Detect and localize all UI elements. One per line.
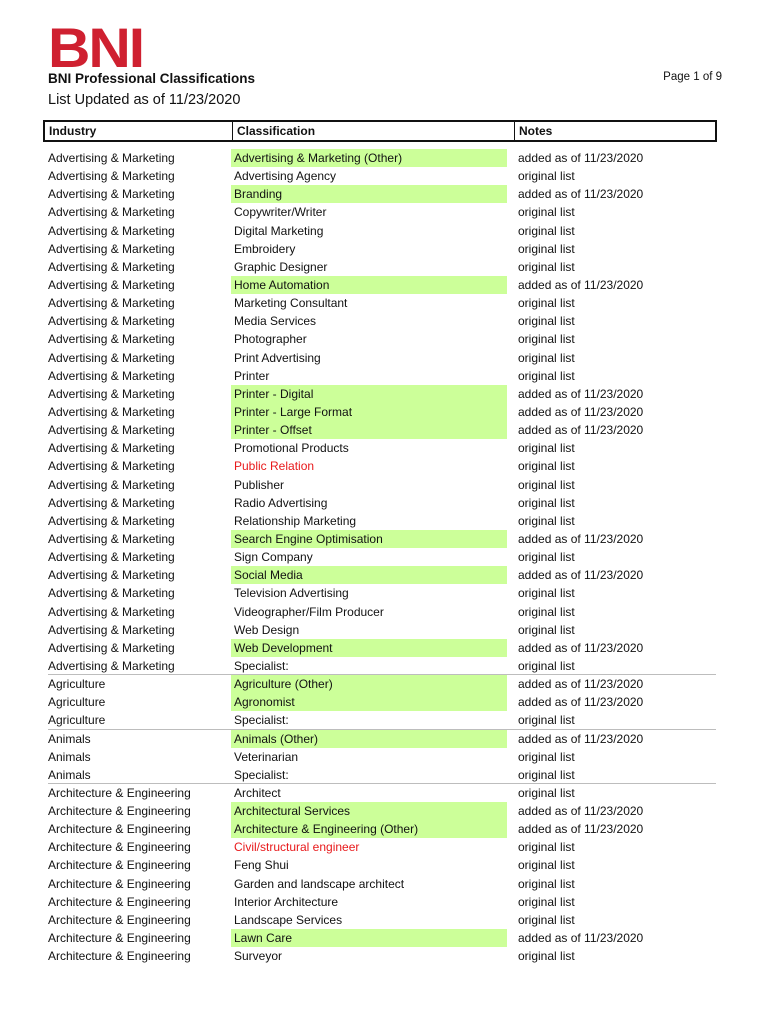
industry-cell: Advertising & Marketing <box>48 368 175 383</box>
industry-cell: Architecture & Engineering <box>48 949 191 964</box>
classification-cell: Social Media <box>231 566 507 584</box>
classification-cell: Architectural Services <box>231 802 507 820</box>
document-subtitle: List Updated as of 11/23/2020 <box>48 92 241 108</box>
table-row <box>48 711 716 729</box>
classification-cell: Lawn Care <box>231 929 507 947</box>
table-row <box>48 476 716 494</box>
notes-cell: added as of 11/23/2020 <box>518 640 644 655</box>
table-row <box>48 911 716 929</box>
notes-cell: original list <box>518 785 575 800</box>
classification-cell: Sign Company <box>234 550 313 565</box>
notes-cell: added as of 11/23/2020 <box>518 931 644 946</box>
table-row <box>48 240 716 258</box>
table-row <box>48 584 716 602</box>
notes-cell: added as of 11/23/2020 <box>518 187 644 202</box>
notes-cell: original list <box>518 622 575 637</box>
notes-cell: original list <box>518 169 575 184</box>
table-row <box>48 875 716 893</box>
classification-cell: Veterinarian <box>234 749 299 764</box>
notes-cell: original list <box>518 441 575 456</box>
industry-cell: Advertising & Marketing <box>48 477 175 492</box>
notes-cell: added as of 11/23/2020 <box>518 568 644 583</box>
industry-cell: Agriculture <box>48 695 106 710</box>
bni-logo: BNI <box>48 16 143 79</box>
industry-cell: Advertising & Marketing <box>48 640 175 655</box>
industry-cell: Advertising & Marketing <box>48 495 175 510</box>
industry-cell: Advertising & Marketing <box>48 223 175 238</box>
classification-cell: Architecture & Engineering (Other) <box>231 820 507 838</box>
notes-cell: original list <box>518 876 575 891</box>
industry-cell: Advertising & Marketing <box>48 350 175 365</box>
notes-cell: added as of 11/23/2020 <box>518 151 644 165</box>
classification-cell: Photographer <box>234 332 307 347</box>
notes-cell: original list <box>518 767 575 782</box>
table-row <box>48 947 716 965</box>
industry-cell: Advertising & Marketing <box>48 332 175 347</box>
industry-cell: Agriculture <box>48 713 106 728</box>
classification-cell: Relationship Marketing <box>234 513 357 528</box>
classification-cell: Landscape Services <box>234 912 343 927</box>
industry-cell: Advertising & Marketing <box>48 550 175 565</box>
table-row <box>48 748 716 766</box>
notes-cell: original list <box>518 332 575 347</box>
classification-cell: Printer - Digital <box>231 385 507 403</box>
table-row <box>48 856 716 874</box>
table-row <box>48 349 716 367</box>
industry-cell: Advertising & Marketing <box>48 568 175 583</box>
table-row <box>48 893 716 911</box>
classification-cell: Advertising & Marketing (Other) <box>231 149 507 167</box>
classification-cell: Architect <box>234 785 281 800</box>
table-row <box>48 766 716 784</box>
table-row <box>48 783 716 802</box>
notes-cell: added as of 11/23/2020 <box>518 822 644 837</box>
industry-cell: Advertising & Marketing <box>48 441 175 456</box>
industry-cell: Architecture & Engineering <box>48 785 191 800</box>
table-row <box>48 621 716 639</box>
industry-cell: Animals <box>48 749 91 764</box>
industry-cell: Advertising & Marketing <box>48 151 175 165</box>
table-row <box>48 439 716 457</box>
classification-cell: Interior Architecture <box>234 894 339 909</box>
notes-cell: original list <box>518 586 575 601</box>
notes-cell: added as of 11/23/2020 <box>518 386 644 401</box>
classification-cell: Feng Shui <box>234 858 289 873</box>
table-row <box>48 548 716 566</box>
industry-cell: Architecture & Engineering <box>48 822 191 837</box>
notes-cell: original list <box>518 223 575 238</box>
document-title: BNI Professional Classifications <box>48 71 256 86</box>
notes-cell: original list <box>518 477 575 492</box>
industry-cell: Advertising & Marketing <box>48 404 175 419</box>
classification-cell: Agronomist <box>231 693 507 711</box>
industry-cell: Animals <box>48 731 91 746</box>
header-classification: Classification <box>232 122 514 140</box>
notes-cell: original list <box>518 713 575 728</box>
classification-cell: Civil/structural engineer <box>234 840 360 855</box>
notes-cell: original list <box>518 858 575 873</box>
table-row <box>48 367 716 385</box>
notes-cell: original list <box>518 550 575 565</box>
table-row <box>48 566 716 584</box>
notes-cell: original list <box>518 604 575 619</box>
table-row <box>48 149 716 167</box>
notes-cell: original list <box>518 495 575 510</box>
table-row <box>48 185 716 203</box>
classification-cell: Printer <box>234 368 270 383</box>
notes-cell: original list <box>518 949 575 964</box>
classification-cell: Printer - Large Format <box>231 403 507 421</box>
classification-cell: Garden and landscape architect <box>234 876 405 891</box>
classification-cell: Marketing Consultant <box>234 296 348 311</box>
classification-cell: Branding <box>231 185 507 203</box>
table-row <box>48 312 716 330</box>
classification-cell: Specialist: <box>234 658 289 673</box>
notes-cell: original list <box>518 459 575 474</box>
notes-cell: original list <box>518 259 575 274</box>
table-row <box>48 258 716 276</box>
table-row <box>48 222 716 240</box>
notes-cell: added as of 11/23/2020 <box>518 423 644 438</box>
industry-cell: Agriculture <box>48 677 106 692</box>
table-row <box>48 294 716 312</box>
industry-cell: Architecture & Engineering <box>48 804 191 819</box>
classification-cell: Public Relation <box>234 459 315 474</box>
notes-cell: original list <box>518 894 575 909</box>
classification-table <box>48 149 716 965</box>
industry-cell: Architecture & Engineering <box>48 931 191 946</box>
notes-cell: original list <box>518 749 575 764</box>
industry-cell: Advertising & Marketing <box>48 259 175 274</box>
notes-cell: added as of 11/23/2020 <box>518 404 644 419</box>
industry-cell: Animals <box>48 767 91 782</box>
notes-cell: original list <box>518 658 575 673</box>
industry-cell: Advertising & Marketing <box>48 169 175 184</box>
classification-cell: Home Automation <box>231 276 507 294</box>
classification-cell: Advertising Agency <box>234 169 337 184</box>
classification-cell: Graphic Designer <box>234 259 328 274</box>
notes-cell: added as of 11/23/2020 <box>518 731 644 746</box>
table-row <box>48 657 716 675</box>
classification-cell: Print Advertising <box>234 350 321 365</box>
industry-cell: Advertising & Marketing <box>48 531 175 546</box>
notes-cell: original list <box>518 205 575 220</box>
industry-cell: Advertising & Marketing <box>48 604 175 619</box>
notes-cell: added as of 11/23/2020 <box>518 677 644 692</box>
industry-cell: Advertising & Marketing <box>48 296 175 311</box>
classification-cell: Web Design <box>234 622 300 637</box>
classification-cell: Specialist: <box>234 767 289 782</box>
notes-cell: original list <box>518 314 575 329</box>
table-row <box>48 838 716 856</box>
header-industry: Industry <box>49 124 97 138</box>
classification-cell: Copywriter/Writer <box>234 205 327 220</box>
table-row <box>48 512 716 530</box>
table-header <box>43 120 717 142</box>
table-row <box>48 203 716 221</box>
table-row <box>48 421 716 439</box>
classification-cell: Agriculture (Other) <box>231 675 507 693</box>
page-number: Page 1 of 9 <box>663 71 722 83</box>
notes-cell: added as of 11/23/2020 <box>518 531 644 546</box>
table-row <box>48 330 716 348</box>
table-row <box>48 802 716 820</box>
notes-cell: original list <box>518 296 575 311</box>
industry-cell: Advertising & Marketing <box>48 277 175 292</box>
industry-cell: Architecture & Engineering <box>48 876 191 891</box>
classification-cell: Television Advertising <box>234 586 349 601</box>
notes-cell: original list <box>518 241 575 256</box>
table-row <box>48 693 716 711</box>
notes-cell: original list <box>518 912 575 927</box>
industry-cell: Architecture & Engineering <box>48 912 191 927</box>
industry-cell: Advertising & Marketing <box>48 314 175 329</box>
notes-cell: added as of 11/23/2020 <box>518 804 644 819</box>
table-row <box>48 494 716 512</box>
table-row <box>48 674 716 693</box>
classification-cell: Radio Advertising <box>234 495 328 510</box>
notes-cell: original list <box>518 368 575 383</box>
table-row <box>48 457 716 475</box>
classification-cell: Media Services <box>234 314 317 329</box>
table-row <box>48 820 716 838</box>
table-row <box>48 530 716 548</box>
industry-cell: Architecture & Engineering <box>48 894 191 909</box>
industry-cell: Advertising & Marketing <box>48 187 175 202</box>
notes-cell: added as of 11/23/2020 <box>518 695 644 710</box>
classification-cell: Printer - Offset <box>231 421 507 439</box>
table-row <box>48 929 716 947</box>
table-row <box>48 403 716 421</box>
notes-cell: original list <box>518 513 575 528</box>
table-row <box>48 167 716 185</box>
classification-cell: Promotional Products <box>234 441 349 456</box>
industry-cell: Advertising & Marketing <box>48 386 175 401</box>
notes-cell: original list <box>518 840 575 855</box>
industry-cell: Advertising & Marketing <box>48 205 175 220</box>
classification-cell: Digital Marketing <box>234 223 324 238</box>
industry-cell: Advertising & Marketing <box>48 459 175 474</box>
classification-cell: Publisher <box>234 477 285 492</box>
notes-cell: original list <box>518 350 575 365</box>
notes-cell: added as of 11/23/2020 <box>518 277 644 292</box>
classification-cell: Specialist: <box>234 713 289 728</box>
table-row <box>48 276 716 294</box>
table-row <box>48 639 716 657</box>
industry-cell: Advertising & Marketing <box>48 423 175 438</box>
industry-cell: Architecture & Engineering <box>48 840 191 855</box>
classification-cell: Videographer/Film Producer <box>234 604 384 619</box>
header-notes: Notes <box>514 122 715 140</box>
industry-cell: Advertising & Marketing <box>48 622 175 637</box>
classification-cell: Animals (Other) <box>231 730 507 748</box>
industry-cell: Architecture & Engineering <box>48 858 191 873</box>
industry-cell: Advertising & Marketing <box>48 241 175 256</box>
table-row <box>48 603 716 621</box>
classification-cell: Surveyor <box>234 949 283 964</box>
industry-cell: Advertising & Marketing <box>48 513 175 528</box>
table-row <box>48 385 716 403</box>
table-row <box>48 729 716 748</box>
industry-cell: Advertising & Marketing <box>48 586 175 601</box>
classification-cell: Search Engine Optimisation <box>231 530 507 548</box>
classification-cell: Embroidery <box>234 241 296 256</box>
industry-cell: Advertising & Marketing <box>48 658 175 673</box>
classification-cell: Web Development <box>231 639 507 657</box>
